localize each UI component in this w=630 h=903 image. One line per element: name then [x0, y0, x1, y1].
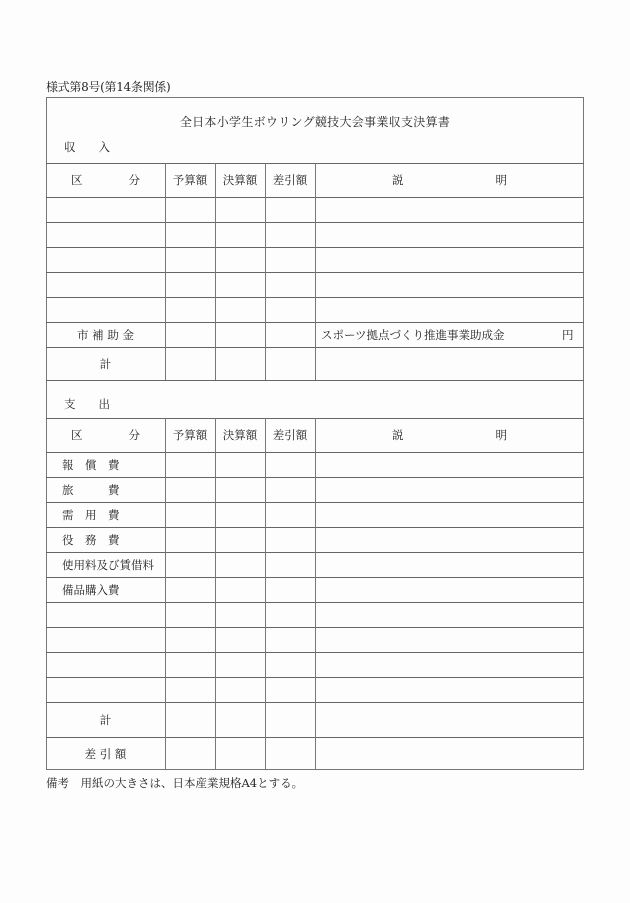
column-divider [165, 418, 166, 770]
income-header-difference: 差引額 [272, 173, 308, 187]
expenditure-row-blank[interactable] [62, 677, 165, 702]
income-row-category[interactable] [46, 222, 165, 247]
income-row-category[interactable] [46, 197, 165, 222]
expenditure-total-label: 計 [99, 712, 112, 727]
paper-size-note: 備考 用紙の大きさは、日本産業規格A4とする。 [46, 776, 304, 790]
expenditure-section-label: 支 出 [64, 397, 110, 411]
city-subsidy-description: スポーツ拠点づくり推進事業助成金 [321, 327, 505, 342]
expenditure-row-services: 役 務 費 [62, 532, 120, 547]
expenditure-row-blank[interactable] [62, 602, 165, 627]
expenditure-row-remuneration: 報 償 費 [62, 457, 120, 472]
income-section-label: 収 入 [64, 140, 110, 154]
expenditure-row-blank[interactable] [62, 627, 165, 652]
expenditure-header-category: 区 分 [71, 428, 140, 442]
income-header-category: 区 分 [71, 173, 140, 187]
expenditure-row-equipment: 備品購入費 [62, 582, 120, 597]
income-header-budget: 予算額 [172, 173, 208, 187]
column-divider [265, 418, 266, 770]
city-subsidy-unit: 円 [562, 327, 574, 342]
income-row-category[interactable] [46, 297, 165, 322]
column-divider [215, 418, 216, 770]
divider [46, 380, 584, 381]
income-row-category[interactable] [46, 272, 165, 297]
expenditure-row-travel: 旅 費 [62, 482, 120, 497]
balance-label: 差 引 額 [84, 746, 127, 761]
document-title: 全日本小学生ボウリング競技大会事業収支決算書 [179, 115, 451, 129]
expenditure-header-settlement: 決算額 [222, 428, 258, 442]
expenditure-header-budget: 予算額 [172, 428, 208, 442]
income-header-description: 説 明 [392, 173, 507, 187]
column-divider [315, 418, 316, 770]
expenditure-row-supplies: 需 用 費 [62, 507, 120, 522]
city-subsidy-label: 市 補 助 金 [77, 327, 134, 342]
form-number: 様式第8号(第14条関係) [46, 80, 171, 94]
expenditure-row-blank[interactable] [62, 652, 165, 677]
income-header-settlement: 決算額 [222, 173, 258, 187]
income-total-label: 計 [99, 356, 112, 371]
expenditure-header-difference: 差引額 [272, 428, 308, 442]
expenditure-header-description: 説 明 [392, 428, 507, 442]
expenditure-row-rental: 使用料及び賃借料 [62, 557, 154, 572]
income-row-category[interactable] [46, 247, 165, 272]
